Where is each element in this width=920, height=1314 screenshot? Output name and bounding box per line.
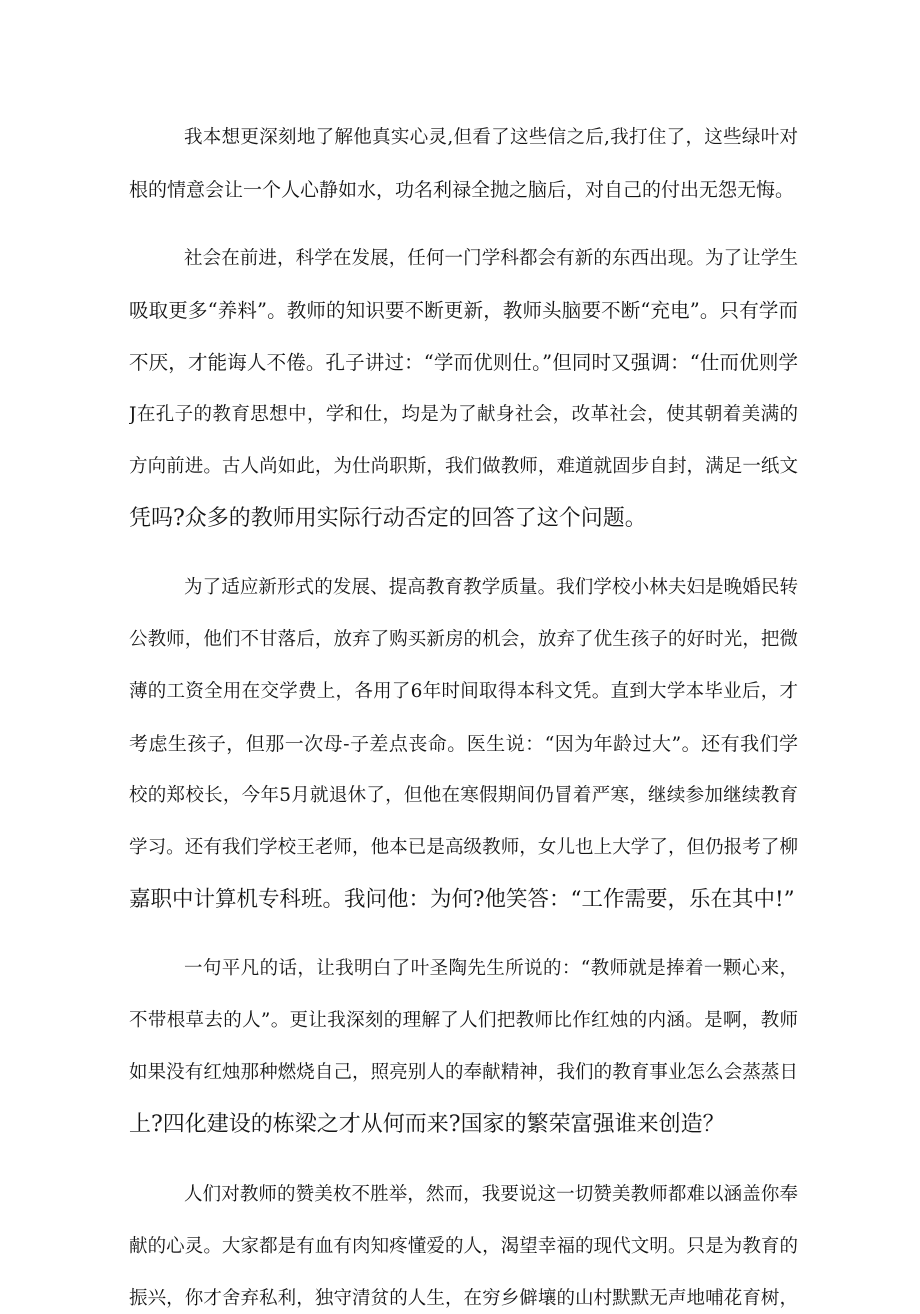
text-line: 方向前进。古人尚如此，为仕尚职斯，我们做教师，难道就固步自封，满足一纸文 — [129, 456, 798, 477]
text-line: 学习。还有我们学校王老师，他本已是高级教师，女儿也上大学了，但仍报考了柳 — [129, 837, 798, 858]
text-line: 薄的工资全用在交学费上，各用了6年时间取得本科文凭。直到大学本毕业后，才 — [129, 681, 798, 702]
text-line: 公教师，他们不甘落后，放弃了购买新房的机会，放弃了优生孩子的好时光，把微 — [129, 629, 798, 650]
text-line: 考虑生孩子，但那一次母-子差点丧命。医生说：“因为年龄过大”。还有我们学 — [129, 733, 798, 755]
text-line: 吸取更多“养料”。教师的知识要不断更新，教师头脑要不断“充电”。只有学而 — [129, 299, 798, 322]
text-line: 人们对教师的赞美枚不胜举，然而，我要说这一切赞美教师都难以涵盖你奉 — [184, 1184, 798, 1205]
text-line: 嘉职中计算机专科班。我问他：为何?他笑答：“工作需要，乐在其中!” — [129, 887, 795, 912]
text-line: 不厌，才能诲人不倦。孔子讲过：“学而优则仕。”但同时又强调：“仕而优则学 — [129, 351, 798, 374]
text-line: 为了适应新形式的发展、提高教育教学质量。我们学校小林夫妇是晚婚民转 — [184, 577, 798, 598]
text-line: J在孔子的教育思想中，学和仕，均是为了献身社会，改革社会，使其朝着美满的 — [129, 404, 798, 425]
text-line: 社会在前进，科学在发展，任何一门学科都会有新的东西出现。为了让学生 — [184, 248, 798, 269]
text-line: 根的情意会让一个人心静如水，功名利禄全抛之脑后，对自己的付出无怨无悔。 — [129, 179, 795, 201]
text-line: 一句平凡的话，让我明白了叶圣陶先生所说的：“教师就是捧着一颗心来， — [184, 958, 798, 979]
text-line: 不带根草去的人”。更让我深刻的理解了人们把教师比作红烛的内涵。是啊，教师 — [129, 1010, 798, 1031]
text-line: 如果没有红烛那种燃烧自己，照亮别人的奉献精神，我们的教育事业怎么会蒸蒸日 — [129, 1062, 798, 1083]
text-line: 振兴，你才舍弃私利，独守清贫的人生，在穷乡僻壤的山村默默无声地哺花育树， — [129, 1288, 798, 1309]
text-line: 我本想更深刻地了解他真实心灵,但看了这些信之后,我打住了，这些绿叶对 — [184, 127, 798, 148]
text-line: 校的郑校长，今年5月就退休了，但他在寒假期间仍冒着严寒，继续参加继续教育 — [129, 785, 798, 806]
text-line: 凭吗?众多的教师用实际行动否定的回答了这个问题。 — [129, 506, 647, 531]
text-line: 上?四化建设的栋梁之才从何而来?国家的繁荣富强谁来创造？ — [129, 1112, 725, 1137]
text-line: 献的心灵。大家都是有血有肉知疼懂爱的人，渴望幸福的现代文明。只是为教育的 — [129, 1236, 798, 1257]
